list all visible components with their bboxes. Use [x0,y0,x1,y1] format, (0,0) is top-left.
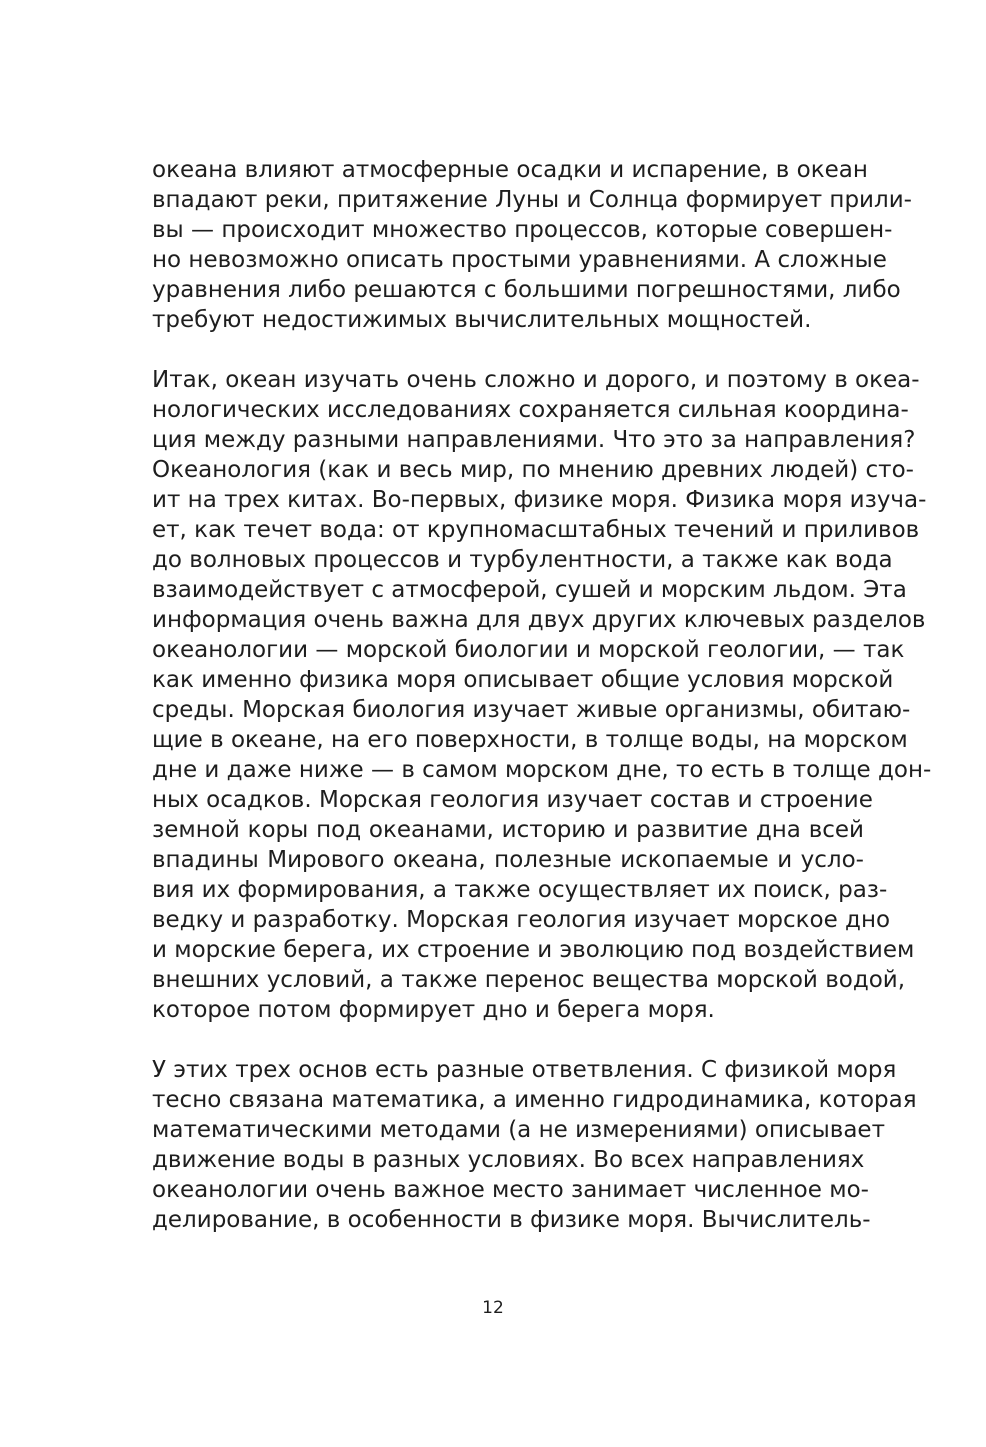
text-line: ет, как течет вода: от крупномасштабных течений и приливов [152,517,920,543]
text-line: щие в океане, на его поверхности, в толще воды, на морском [152,727,908,753]
paragraph-3 [152,1055,917,1235]
text-line: дне и даже ниже — в самом морском дне, то есть в толще дон- [152,757,932,783]
page-number: 12 [482,1298,504,1318]
text-line: как именно физика моря описывает общие условия морской [152,667,894,693]
text-line: вы — происходит множество процессов, которые совершен- [152,217,893,243]
text-line: океанологии — морской биологии и морской геологии, — так [152,637,905,663]
paragraph-gap [152,335,864,365]
text-line: до волновых процессов и турбулентности, а также как вода [152,547,893,573]
paragraph-1 [152,155,912,335]
paragraph-2 [152,365,932,1025]
text-line: но невозможно описать простыми уравнениями. А сложные [152,247,887,273]
text-line: движение воды в разных условиях. Во всех направлениях [152,1147,865,1173]
text-line: Океанология (как и весь мир, по мнению древних людей) сто- [152,457,914,483]
text-line: У этих трех основ есть разные ответвления. С физикой моря [152,1057,897,1083]
text-line: среды. Морская биология изучает живые организмы, обитаю- [152,697,911,723]
body-text [152,155,932,1235]
text-line: впадины Мирового океана, полезные ископаемые и усло- [152,847,864,873]
text-line: внешних условий, а также перенос вещества морской водой, [152,967,906,993]
text-line: делирование, в особенности в физике моря. Вычислитель- [152,1207,871,1233]
text-line: тесно связана математика, а именно гидродинамика, которая [152,1087,917,1113]
text-line: которое потом формирует дно и берега моря. [152,997,715,1023]
text-line: требуют недостижимых вычислительных мощностей. [152,307,812,333]
text-line: вия их формирования, а также осуществляет их поиск, раз- [152,877,888,903]
text-line: и морские берега, их строение и эволюцию под воздействием [152,937,915,963]
text-line: Итак, океан изучать очень сложно и дорого, и поэтому в океа- [152,367,920,393]
text-line: ведку и разработку. Морская геология изучает морское дно [152,907,891,933]
text-line: математическими методами (а не измерениями) описывает [152,1117,885,1143]
text-line: океанологии очень важное место занимает численное мо- [152,1177,869,1203]
paragraph-gap [152,1025,864,1055]
text-line: взаимодействует с атмосферой, сушей и морским льдом. Эта [152,577,907,603]
text-line: земной коры под океанами, историю и развитие дна всей [152,817,864,843]
text-line: нологических исследованиях сохраняется сильная координа- [152,397,909,423]
text-line: ных осадков. Морская геология изучает состав и строение [152,787,873,813]
text-line: океана влияют атмосферные осадки и испарение, в океан [152,157,868,183]
text-line: ция между разными направлениями. Что это за направления? [152,427,916,453]
text-line: ит на трех китах. Во-первых, физике моря. Физика моря изуча- [152,487,927,513]
text-line: информация очень важна для двух других ключевых разделов [152,607,926,633]
text-line: уравнения либо решаются с большими погрешностями, либо [152,277,901,303]
text-line: впадают реки, притяжение Луны и Солнца формирует прили- [152,187,912,213]
